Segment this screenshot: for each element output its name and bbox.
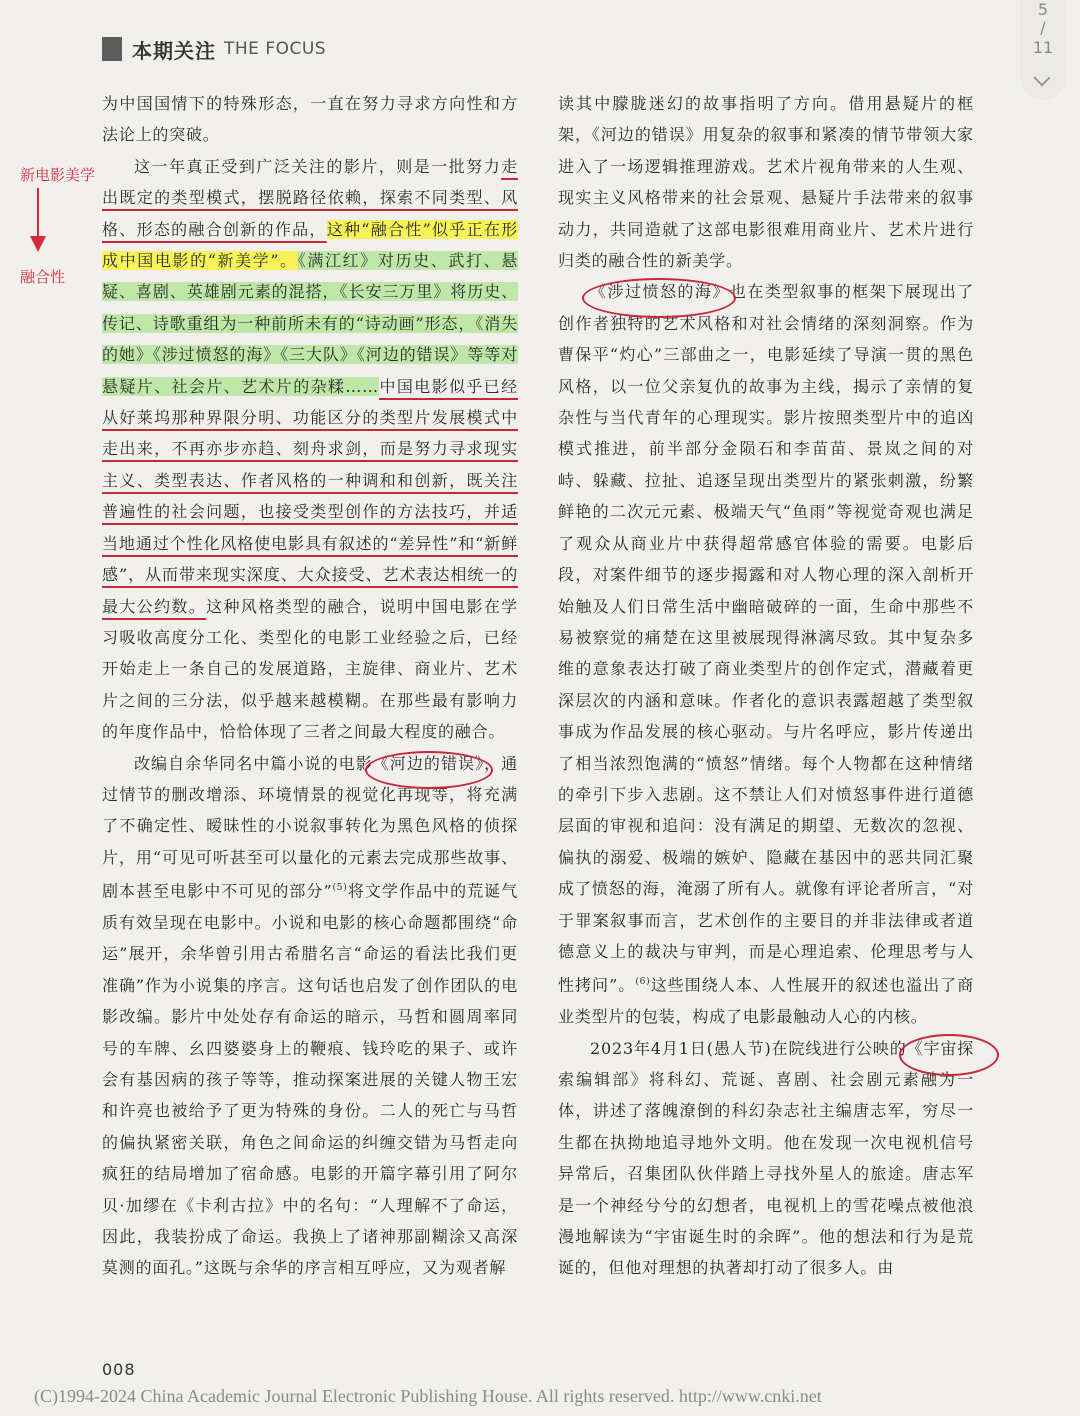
arrow-down-icon [37,188,39,240]
section-header [102,34,326,64]
header-title-en: THE FOCUS [224,39,327,59]
film-title-angry-sea: 《涉过愤怒的海》 [590,282,730,302]
footnote-ref-6: (6) [635,977,651,988]
right-p2-body: 也在类型叙事的框架下展现出了创作者独特的艺术风格和对社会情绪的深刻洞察。作为曹保平“灼心”三部曲之一，电影延续了导演一贯的黑色风格，以一位父亲复仇的故事为主线，揭示了亲情的复杂性与当代青年的心理现实。影片按照类型片中的追凶模式推进，前半部分金陨石和李苗苗、景岚之间的对峙、躲藏、拉扯、追逐呈现出类型片的紧张刺激，纷繁鲜艳的二次元元素、极端天气“鱼雨”等视觉奇观也满足了观众从商业片中获得超常感官体验的需要。电影后段，对案件细节的逐步揭露和对人物心理的深入剖析开始触及人们日常生活中幽暗破碎的一面，生命中那些不易被察觉的痛楚在这里被展现得淋漓尽致。其中复杂多维的意象表达打破了商业类型片的创作定式，潜藏着更深层次的内涵和意味。作者化的意识表露超越了类型叙事成为作品发展的核心驱动。与片名呼应，影片传递出了相当浓烈饱满的“愤怒”情绪。每个人物都在这种情绪的牵引下步入悲剧。这不禁让人们对愤怒事件进行道德层面的审视和追问：没有满足的期望、无数次的忽视、偏执的溺爱、极端的嫉妒、隐藏在基因中的恶共同汇聚成了愤怒的海，淹溺了所有人。就像有评论者所言，“对于罪案叙事而言，艺术创作的主要目的并非法律或者道德意义上的裁决与审判，而是心理追索、伦理思考与人性拷问”。 [558,282,974,995]
right-p2-rest: 这些围绕人本、人性展开的叙述也溢出了商业类型片的包装，构成了电影最触动人心的内核。 [558,975,975,1027]
underlined-text: 中国电影似乎已经从好莱坞那种界限分明、功能区分的类型片发展模式中走出来，不再亦步亦趋、刻舟求剑，而是努力寻求现实主义、类型表达、作者风格的一种调和和创新，既关注普遍性的社会问题，也接受类型创作的方法技巧，并适当地通过个性化风格使电影具有叙述的“差异性”和“新鲜感”，从而带来现实深度、大众接受、艺术表达相统一的最大公约数。 [102,376,518,616]
left-p3-body: ，通过情节的删改增添、环境情景的视觉化再现等，将充满了不确定性、暧昧性的小说叙事转化为黑色风格的侦探片，用“可见可听甚至可以量化的元素去完成那些故事、剧本甚至电影中不可见的部分” [102,753,518,901]
header-title-cn: 本期关注 [132,38,216,63]
copyright-line: (C)1994-2024 China Academic Journal Electronic Publishing House. All rights reserved. http://www.cnki.net [34,1386,822,1406]
circled-film-title [373,754,484,773]
arrow-head-icon [30,236,46,252]
annotation-new-aesthetics: 新电影美学 [20,166,96,184]
green-highlight: 《满江红》对历史、武打、悬疑、喜剧、英雄剧元素的混搭，《长安三万里》将历史、传记、诗歌重组为一种前所未有的“诗动画”形态，《消失的她》《涉过愤怒的海》《三大队》《河边的错误》等等对悬疑片、社会片、艺术片的杂糅…… [102,251,518,396]
annotation-fusion: 融合性 [20,268,66,286]
right-paragraph-1: 读其中朦胧迷幻的故事指明了方向。借用悬疑片的框架，《河边的错误》用复杂的叙事和紧凑的情节带领大家进入了一场逻辑推理游戏。艺术片视角带来的人生观、现实主义风格带来的社会景观、悬疑片手法带来的叙事动力，共同造就了这部电影很难用商业片、艺术片进行归类的融合性的新美学。 [558,94,974,271]
circled-film-title [590,282,730,301]
left-paragraph-3 [102,748,518,1284]
right-paragraph-3 [558,1033,974,1284]
chevron-down-icon[interactable] [1034,70,1051,87]
right-paragraph-2 [558,276,974,1032]
footnote-ref-5: (5) [332,883,348,894]
left-paragraph-2 [102,151,518,748]
right-p3-intro: 2023年4月1日(愚人节)在院线进行公映的 [590,1038,907,1058]
yellow-highlight: 这种“融合性”似乎正在形成中国电影的“新美学”。 [102,219,518,271]
total-pages: 11 [1032,38,1054,57]
right-column [558,88,974,1284]
left-p2-rest: 这种风格类型的融合，说明中国电影在学习吸收高度分工化、类型化的电影工业经验之后，已经开始走上一条自己的发展道路，主旋律、商业片、艺术片之间的三分法，似乎越来越模糊。在那些最有影响力的年度作品中，恰恰体现了三者之间最大程度的融合。 [102,596,518,742]
page-number: 008 [102,1360,136,1379]
underlined-text: 走出既定的类型模式，摆脱路径依赖，探索不同类型、风格、形态的融合创新的作品， [102,156,518,239]
page-indicator[interactable] [1020,0,1066,100]
left-p3-intro: 改编自余华同名中篇小说的电影 [134,753,373,773]
left-p3-rest: 将文学作品中的荒诞气质有效呈现在电影中。小说和电影的核心命题都围绕“命运”展开，余华曾引用古希腊名言“命运的看法比我们更准确”作为小说集的序言。这句话也启发了创作团队的电影改编。影片中处处存有命运的暗示，马哲和圆周率同号的车牌、幺四婆婆身上的鞭痕、钱玲吃的果子、或许会有基因病的孩子等等，推动探案进展的关键人物王宏和许亮也被给予了更为特殊的身份。二人的死亡与马哲的偏执紧密关联，角色之间命运的纠缠交错为马哲走向疯狂的结局增加了宿命感。电影的开篇字幕引用了阿尔贝·加缪在《卡利古拉》中的名句：“人理解不了命运，因此，我装扮成了命运。我换上了诸神那副糊涂又高深莫测的面孔。”这既与余华的序言相互呼应，又为观者解 [102,881,518,1278]
right-p3-body: 将科幻、荒诞、喜剧、社会剧元素融为一体，讲述了落魄潦倒的科幻杂志社主编唐志军，穷尽一生都在执拗地追寻地外文明。他在发现一次电视机信号异常后，召集团队伙伴踏上寻找外星人的旅途。唐志军是一个神经兮兮的幻想者，电视机上的雪花噪点被他浪漫地解读为“宇宙诞生时的余晖”。他的想法和行为是荒诞的，但他对理想的执著却打动了很多人。由 [558,1069,974,1278]
left-column [102,88,518,1284]
left-p2-intro: 这一年真正受到广泛关注的影片，则是一批努力 [134,156,502,176]
film-title-river: 《河边的错误》 [372,753,485,773]
left-paragraph-1: 为中国国情下的特殊形态，一直在努力寻求方向性和方法论上的突破。 [102,94,518,145]
film-title-cosmic: 《宇宙探索编辑部》 [558,1038,974,1089]
page-separator: / [1040,18,1046,37]
header-marker [102,37,122,61]
current-page: 5 [1037,0,1049,19]
